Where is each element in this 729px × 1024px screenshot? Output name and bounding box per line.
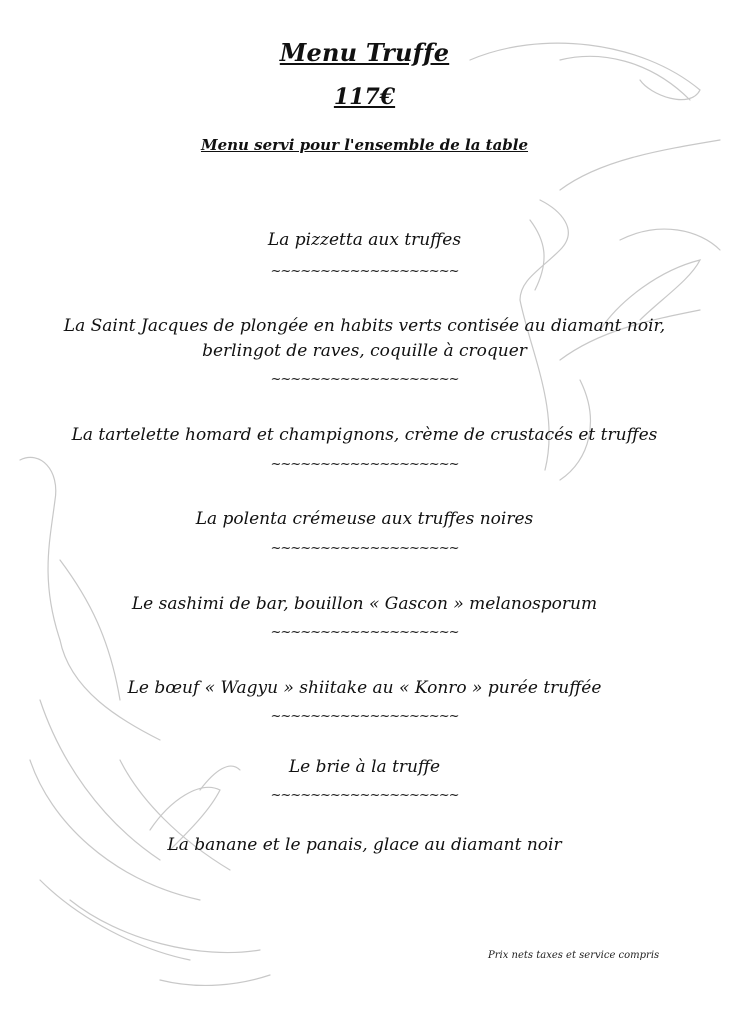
course-item-continuation: berlingot de raves, coquille à croquer bbox=[202, 341, 527, 361]
course-item: Le bœuf « Wagyu » shiitake au « Konro » purée truffée bbox=[127, 678, 602, 698]
course-separator: ~~~~~~~~~~~~~~~~~~~ bbox=[270, 372, 459, 387]
menu-subtitle: Menu servi pour l'ensemble de la table bbox=[200, 136, 529, 154]
course-separator: ~~~~~~~~~~~~~~~~~~~ bbox=[270, 709, 459, 724]
course-separator: ~~~~~~~~~~~~~~~~~~~ bbox=[270, 788, 459, 803]
course-separator: ~~~~~~~~~~~~~~~~~~~ bbox=[270, 457, 459, 472]
menu-title: Menu Truffe bbox=[279, 38, 450, 67]
course-separator: ~~~~~~~~~~~~~~~~~~~ bbox=[270, 264, 459, 279]
course-item: La banane et le panais, glace au diamant noir bbox=[167, 835, 562, 855]
course-item: La tartelette homard et champignons, crème de crustacés et truffes bbox=[71, 425, 658, 445]
course-separator: ~~~~~~~~~~~~~~~~~~~ bbox=[270, 541, 459, 556]
course-item: Le brie à la truffe bbox=[288, 757, 441, 777]
course-item: La pizzetta aux truffes bbox=[267, 230, 462, 250]
course-item: La polenta crémeuse aux truffes noires bbox=[195, 509, 534, 529]
course-separator: ~~~~~~~~~~~~~~~~~~~ bbox=[270, 625, 459, 640]
course-item: La Saint Jacques de plongée en habits verts contisée au diamant noir, bbox=[63, 316, 666, 336]
menu-price: 117€ bbox=[333, 84, 396, 110]
course-item: Le sashimi de bar, bouillon « Gascon » melanosporum bbox=[131, 594, 598, 614]
price-note: Prix nets taxes et service compris bbox=[488, 950, 660, 961]
